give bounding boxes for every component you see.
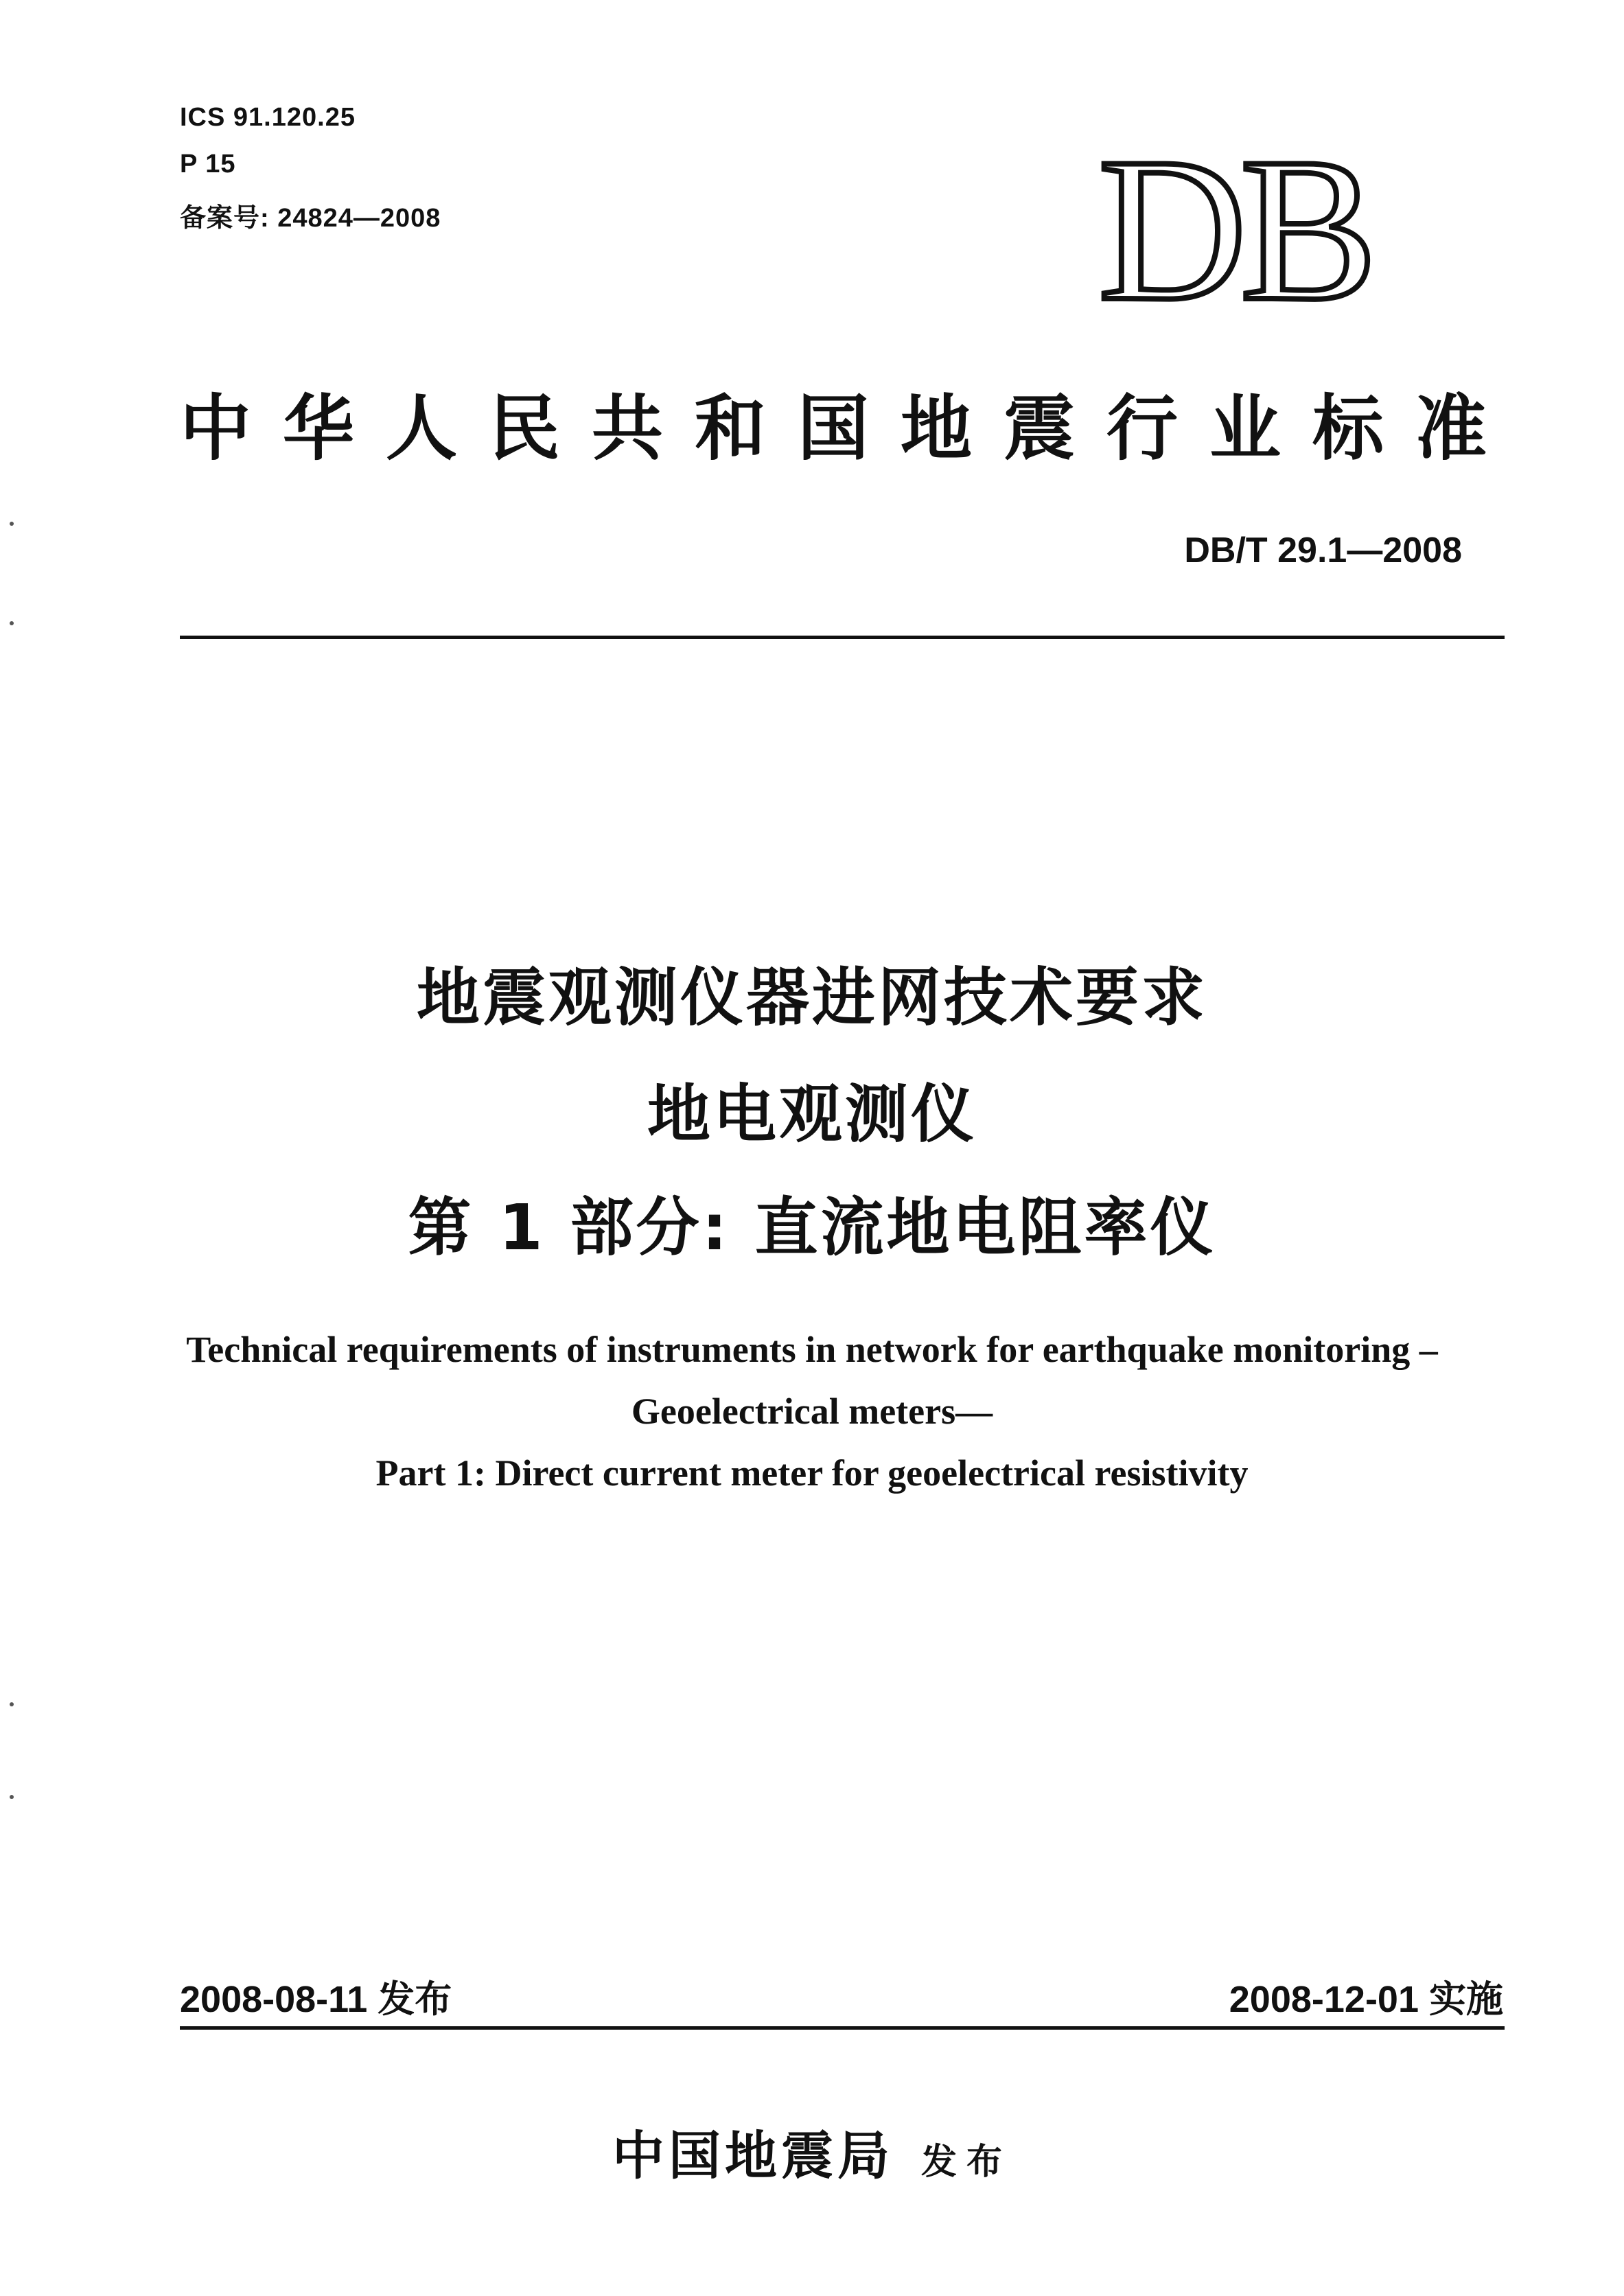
en-title-line-3: Part 1: Direct current meter for geoelectrical resistivity <box>375 1452 1249 1494</box>
en-title-line-2: Geoelectrical meters— <box>631 1391 993 1432</box>
scan-speck <box>10 1795 14 1799</box>
cn-title-line-2: 地电观测仪 <box>647 1078 977 1151</box>
footer-divider <box>180 2026 1505 2030</box>
cn-title-line-3: 第 1 部分: 直流地电阻率仪 <box>408 1191 1216 1264</box>
implementation-date: 2008-12-01 实施 <box>1229 1979 1503 2020</box>
scan-speck <box>10 1702 14 1706</box>
publisher-name: 中国地震局 <box>612 2125 894 2186</box>
scan-speck <box>10 621 14 625</box>
publisher <box>0 2114 1624 2189</box>
record-number: 备案号: 24824—2008 <box>180 204 441 233</box>
db-logo-text: DB <box>1098 124 1371 316</box>
category-code: P 15 <box>180 150 236 178</box>
en-title-line-1: Technical requirements of instruments in network for earthquake monitoring – <box>186 1329 1438 1370</box>
standard-number: DB/T 29.1—2008 <box>1184 531 1462 570</box>
db-logo <box>1098 124 1428 316</box>
scan-speck <box>10 522 14 526</box>
publisher-suffix: 发布 <box>920 2142 1012 2183</box>
cn-title-line-1: 地震观测仪器进网技术要求 <box>416 961 1207 1034</box>
ics-code: ICS 91.120.25 <box>180 103 356 132</box>
header-divider <box>180 636 1505 639</box>
standard-title: 中华人民共和国地震行业标准 <box>180 386 1519 470</box>
issue-date: 2008-08-11 发布 <box>180 1979 452 2020</box>
